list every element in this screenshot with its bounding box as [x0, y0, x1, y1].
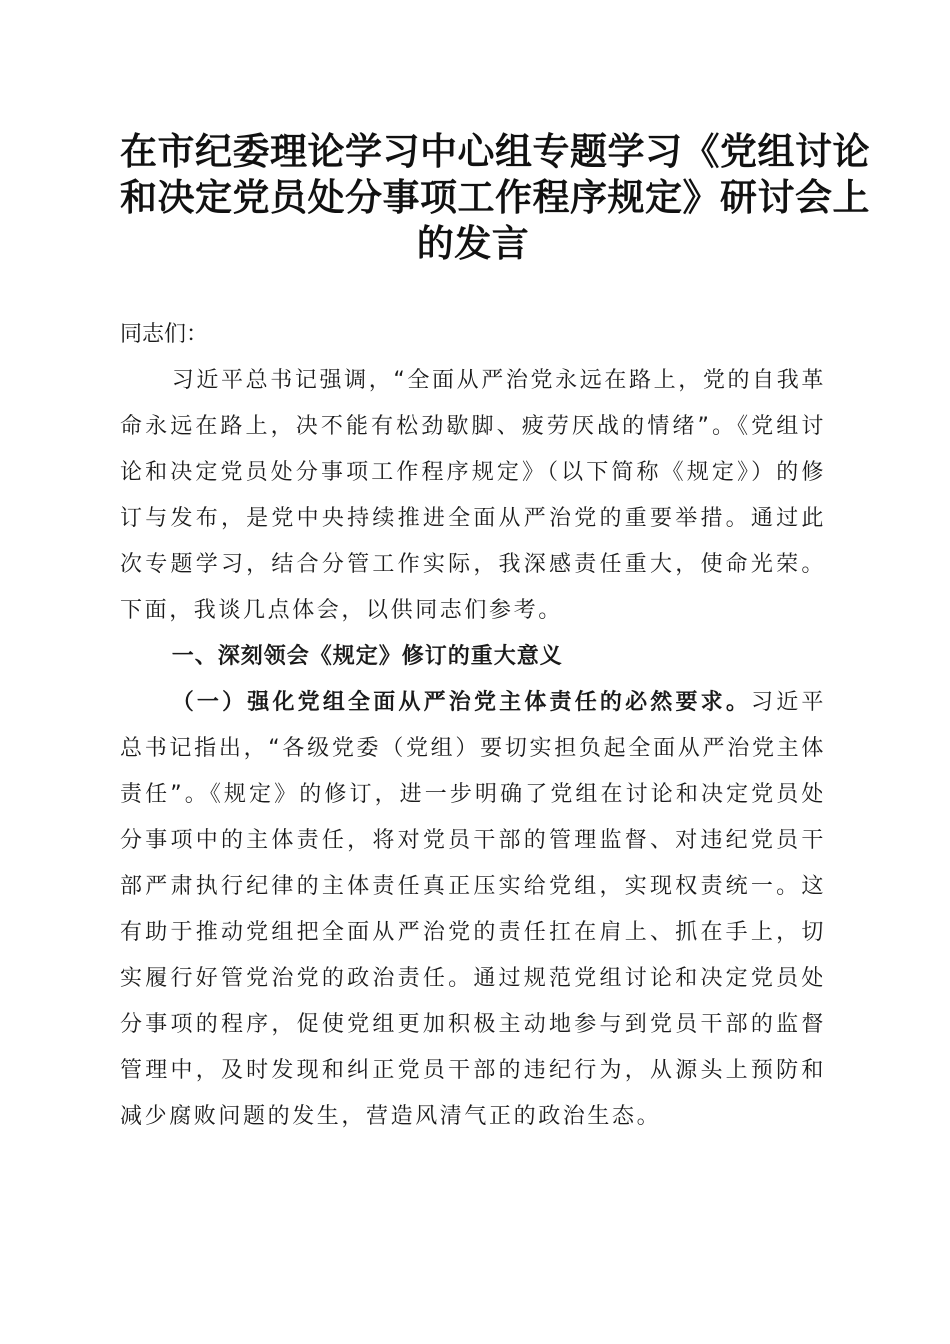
- document-title: [120, 128, 870, 266]
- title-line-1: 在市纪委理论学习中心组专题学习《党组讨论: [120, 129, 870, 173]
- subsection-lead-1: （一）强化党组全面从严治党主体责任的必然要求。: [171, 690, 752, 715]
- title-line-2: 和决定党员处分事项工作程序规定》研讨会上: [120, 175, 870, 219]
- subsection-text-1: 习近平总书记指出，“各级党委（党组）要切实担负起全面从严治党主体责任”。《规定》的修订，进一步明确了党组在讨论和决定党员处分事项中的主体责任，将对党员干部的管理监督、对违纪党员干部严肃执行纪律的主体责任真正压实给党组，实现权责统一。这有助于推动党组把全面从严治党的责任扛在肩上、抓在手上，切实履行好管党治党的政治责任。通过规范党组讨论和决定党员处分事项的程序，促使党组更加积极主动地参与到党员干部的监督管理中，及时发现和纠正党员干部的违纪行为，从源头上预防和减少腐败问题的发生，营造风清气正的政治生态。: [120, 690, 826, 1129]
- title-line-3: 的发言: [416, 221, 530, 265]
- section-heading-1: 一、深刻领会《规定》修订的重大意义: [171, 644, 563, 669]
- document-body: [120, 312, 826, 1140]
- intro-paragraph: 习近平总书记强调，“全面从严治党永远在路上，党的自我革命永远在路上，决不能有松劲歇脚、疲劳厌战的情绪”。《党组讨论和决定党员处分事项工作程序规定》（以下简称《规定》）的修订与发布，是党中央持续推进全面从严治党的重要举措。通过此次专题学习，结合分管工作实际，我深感责任重大，使命光荣。下面，我谈几点体会，以供同志们参考。: [120, 368, 826, 623]
- subsection-paragraph-1: [120, 680, 826, 1140]
- salutation: 同志们：: [120, 322, 209, 347]
